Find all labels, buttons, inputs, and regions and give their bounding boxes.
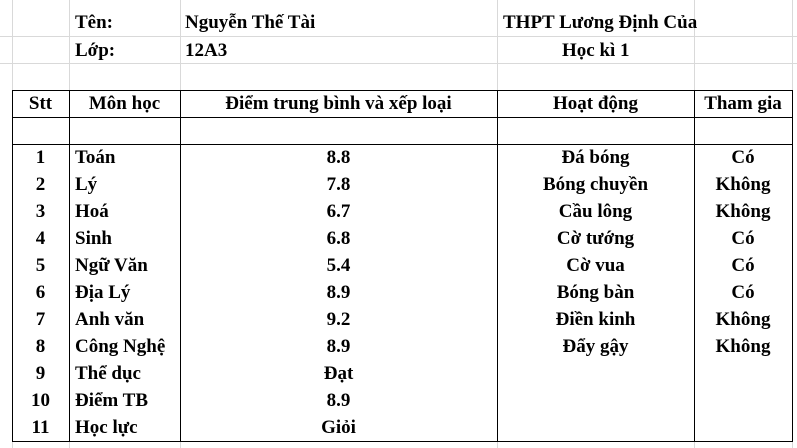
- cell-score: 7.8: [326, 174, 351, 195]
- cell-score: 8.9: [326, 282, 351, 303]
- name-label: Tên:: [75, 12, 113, 33]
- school-name: THPT Lương Định Của: [503, 12, 698, 33]
- cell-activity: [497, 387, 694, 414]
- cell-participate: [694, 387, 792, 414]
- class-label: Lớp:: [75, 40, 116, 61]
- cell-stt: 9: [35, 363, 46, 384]
- cell-activity: Cờ vua: [566, 255, 625, 276]
- cell-stt: 8: [35, 336, 46, 357]
- cell-participate: Không: [715, 201, 771, 222]
- cell-participate: [694, 414, 792, 441]
- cell-activity: Đẩy gậy: [562, 336, 629, 357]
- column-header-score: Điểm trung bình và xếp loại: [225, 93, 452, 114]
- column-header-subject: Môn học: [88, 93, 161, 114]
- student-name: Nguyễn Thế Tài: [185, 12, 316, 33]
- cell-activity: Bóng bàn: [556, 282, 635, 303]
- cell-stt: 5: [35, 255, 46, 276]
- cell-stt: 7: [35, 309, 46, 330]
- cell-subject: Hoá: [75, 201, 109, 222]
- cell-activity: Cầu lông: [558, 201, 633, 222]
- cell-participate: Không: [715, 309, 771, 330]
- class-value: 12A3: [185, 40, 228, 61]
- cell-stt: 1: [35, 147, 46, 168]
- table-border: [12, 441, 792, 442]
- cell-score: 9.2: [326, 309, 351, 330]
- cell-activity: [497, 360, 694, 387]
- cell-stt: 10: [31, 390, 50, 411]
- cell-activity: Đá bóng: [561, 147, 630, 168]
- cell-stt: 3: [35, 201, 46, 222]
- cell-score: Đạt: [323, 363, 354, 384]
- cell-participate: Có: [731, 255, 755, 276]
- cell-subject: Lý: [75, 174, 98, 195]
- cell-participate: Không: [715, 174, 771, 195]
- cell-subject: Điểm TB: [75, 390, 149, 411]
- cell-participate: [694, 360, 792, 387]
- cell-stt: 2: [35, 174, 46, 195]
- cell-subject: Học lực: [75, 417, 138, 438]
- cell-score: 5.4: [326, 255, 351, 276]
- cell-participate: Có: [731, 228, 755, 249]
- cell-activity: Cờ tướng: [556, 228, 635, 249]
- cell-subject: Toán: [75, 147, 116, 168]
- cell-subject: Công Nghệ: [75, 336, 166, 357]
- cell-subject: Địa Lý: [75, 282, 131, 303]
- cell-score: Giỏi: [321, 417, 356, 438]
- cell-activity: [497, 414, 694, 441]
- cell-participate: Không: [715, 336, 771, 357]
- table-border: [69, 90, 70, 442]
- cell-score: 8.9: [326, 390, 351, 411]
- cell-participate: Có: [731, 282, 755, 303]
- table-border: [12, 117, 792, 118]
- column-header-stt: Stt: [28, 93, 53, 114]
- cell-stt: 11: [31, 417, 50, 438]
- cell-score: 6.8: [326, 228, 351, 249]
- cell-subject: Anh văn: [75, 309, 145, 330]
- cell-score: 6.7: [326, 201, 351, 222]
- column-header-activity: Hoạt động: [553, 93, 638, 114]
- cell-participate: Có: [731, 147, 755, 168]
- cell-subject: Sinh: [75, 228, 112, 249]
- cell-activity: Bóng chuyền: [542, 174, 649, 195]
- cell-stt: 4: [35, 228, 46, 249]
- cell-subject: Ngữ Văn: [75, 255, 148, 276]
- cell-subject: Thể dục: [75, 363, 141, 384]
- cell-score: 8.8: [326, 147, 351, 168]
- cell-score: 8.9: [326, 336, 351, 357]
- column-header-participate: Tham gia: [704, 93, 782, 114]
- table-border: [792, 90, 793, 442]
- cell-stt: 6: [35, 282, 46, 303]
- cell-activity: Điền kinh: [555, 309, 636, 330]
- semester: Học kì 1: [562, 40, 630, 61]
